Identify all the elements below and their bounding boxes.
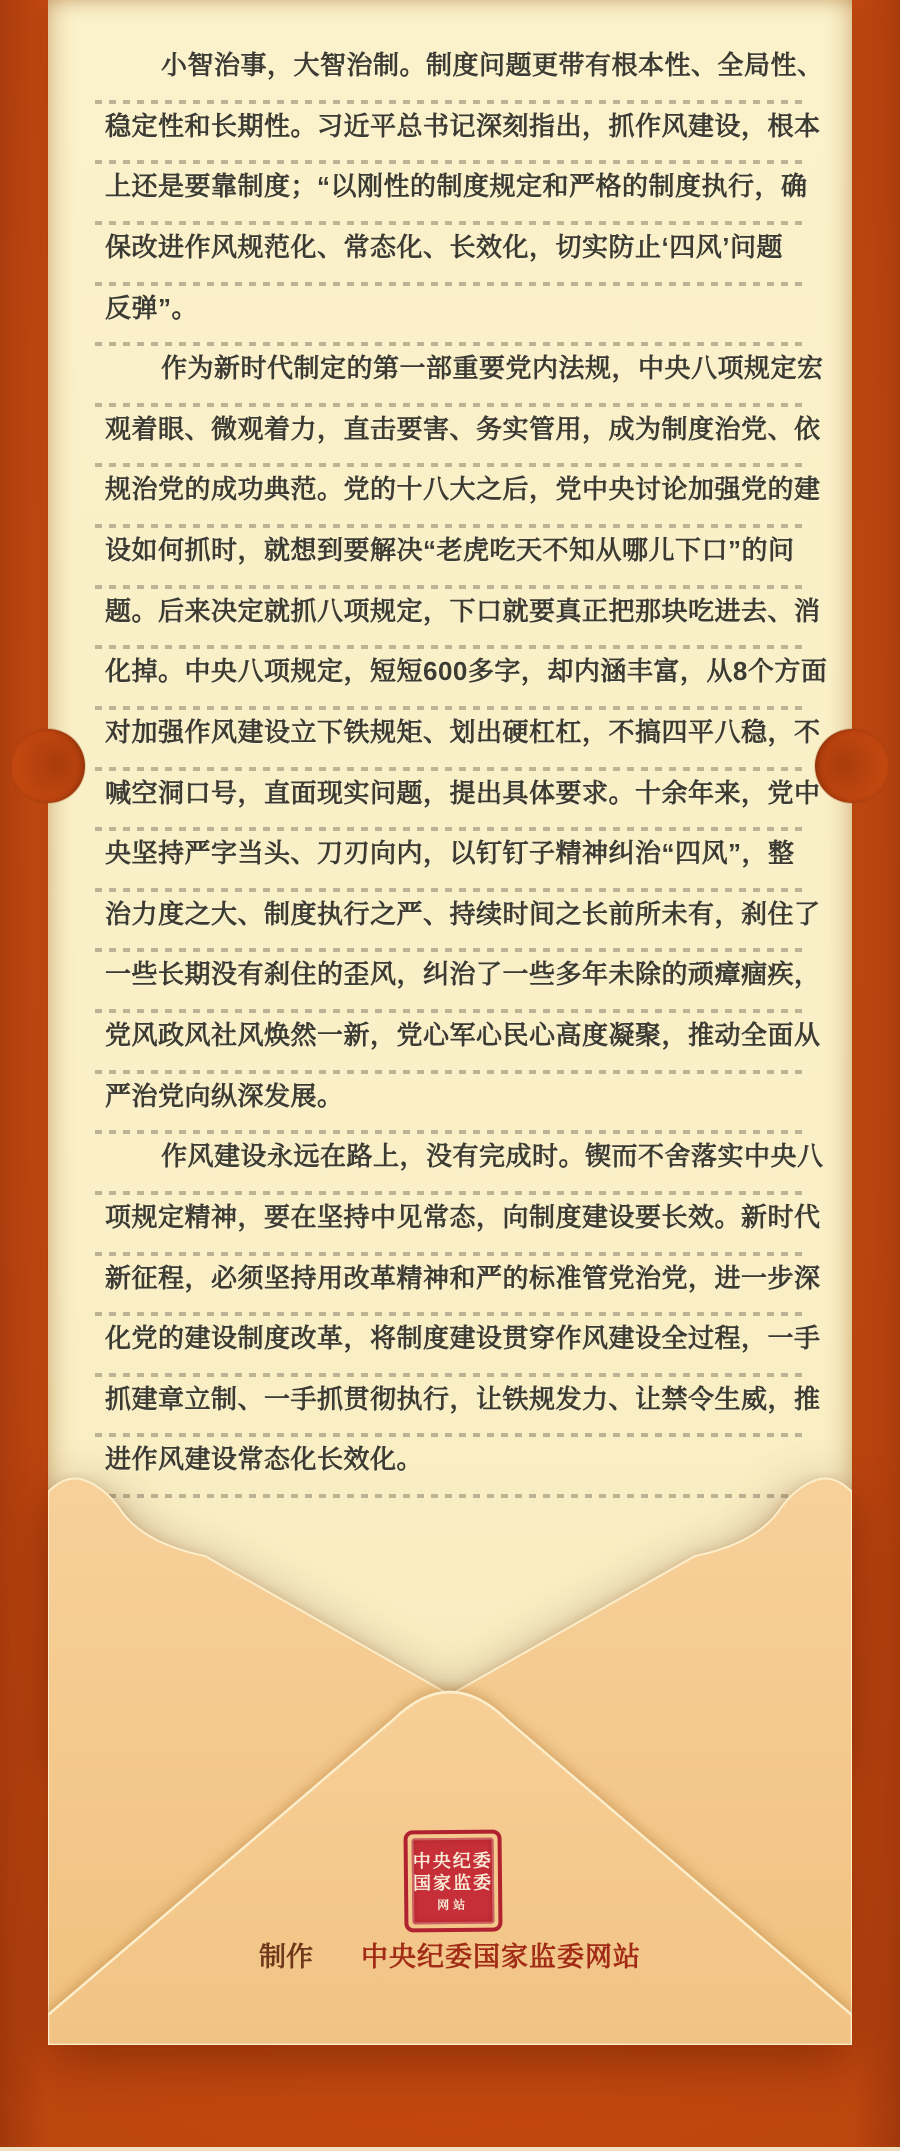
letter-line: 观着眼、微观着力，直击要害、务实管用，成为制度治党、依	[95, 410, 805, 471]
letter-line: 作为新时代制定的第一部重要党内法规，中央八项规定宏	[95, 349, 805, 410]
letter-line: 一些长期没有刹住的歪风，纠治了一些多年未除的顽瘴痼疾，	[95, 955, 805, 1016]
letter-body	[48, 0, 852, 1501]
credit-row	[48, 1940, 852, 1974]
letter-line: 对加强作风建设立下铁规矩、划出硬杠杠，不搞四平八稳，不	[95, 713, 805, 774]
seal-text-line1: 中央纪委	[412, 1850, 493, 1871]
letter-line: 稳定性和长期性。习近平总书记深刻指出，抓作风建设，根本	[95, 107, 805, 168]
letter-line: 项规定精神，要在坚持中见常态，向制度建设要长效。新时代	[95, 1198, 805, 1259]
letter-line: 规治党的成功典范。党的十八大之后，党中央讨论加强党的建	[95, 470, 805, 531]
letter-line: 严治党向纵深发展。	[95, 1077, 805, 1138]
letter-line: 党风政风社风焕然一新，党心军心民心高度凝聚，推动全面从	[95, 1016, 805, 1077]
letter-line: 进作风建设常态化长效化。	[95, 1440, 805, 1501]
next-card-edge	[0, 2147, 900, 2151]
letter-line: 保改进作风规范化、常态化、长效化，切实防止‘四风’问题	[95, 228, 805, 289]
letter-line: 新征程，必须坚持用改革精神和严的标准管党治党，进一步深	[95, 1259, 805, 1320]
letter-line: 抓建章立制、一手抓贯彻执行，让铁规发力、让禁令生威，推	[95, 1380, 805, 1441]
seal-text-line2: 国家监委	[412, 1872, 494, 1893]
letter-line: 题。后来决定就抓八项规定，下口就要真正把那块吃进去、消	[95, 592, 805, 653]
agency-seal-face	[412, 1838, 495, 1925]
agency-seal	[403, 1829, 502, 1932]
letter-line: 化掉。中央八项规定，短短600多字，却内涵丰富，从8个方面	[95, 652, 805, 713]
letter-line: 化党的建设制度改革，将制度建设贯穿作风建设全过程，一手	[95, 1319, 805, 1380]
credit-label: 制作	[259, 1942, 313, 1972]
left-edge-notch	[11, 729, 85, 803]
letter-line: 治力度之大、制度执行之严、持续时间之长前所未有，刹住了	[95, 895, 805, 956]
right-edge-notch	[815, 729, 889, 803]
letter-line: 央坚持严字当头、刀刃向内，以钉钉子精神纠治“四风”，整	[95, 834, 805, 895]
letter-line: 设如何抓时，就想到要解决“老虎吃天不知从哪儿下口”的问	[95, 531, 805, 592]
letter-line: 小智治事，大智治制。制度问题更带有根本性、全局性、	[95, 46, 805, 107]
letter-line: 反弹”。	[95, 289, 805, 350]
letter-line: 喊空洞口号，直面现实问题，提出具体要求。十余年来，党中	[95, 774, 805, 835]
credit-value: 中央纪委国家监委网站	[361, 1942, 641, 1972]
letter-line: 作风建设永远在路上，没有完成时。锲而不舍落实中央八	[95, 1137, 805, 1198]
letter-line: 上还是要靠制度；“以刚性的制度规定和严格的制度执行，确	[95, 167, 805, 228]
seal-text-line3: 网站	[437, 1897, 470, 1912]
